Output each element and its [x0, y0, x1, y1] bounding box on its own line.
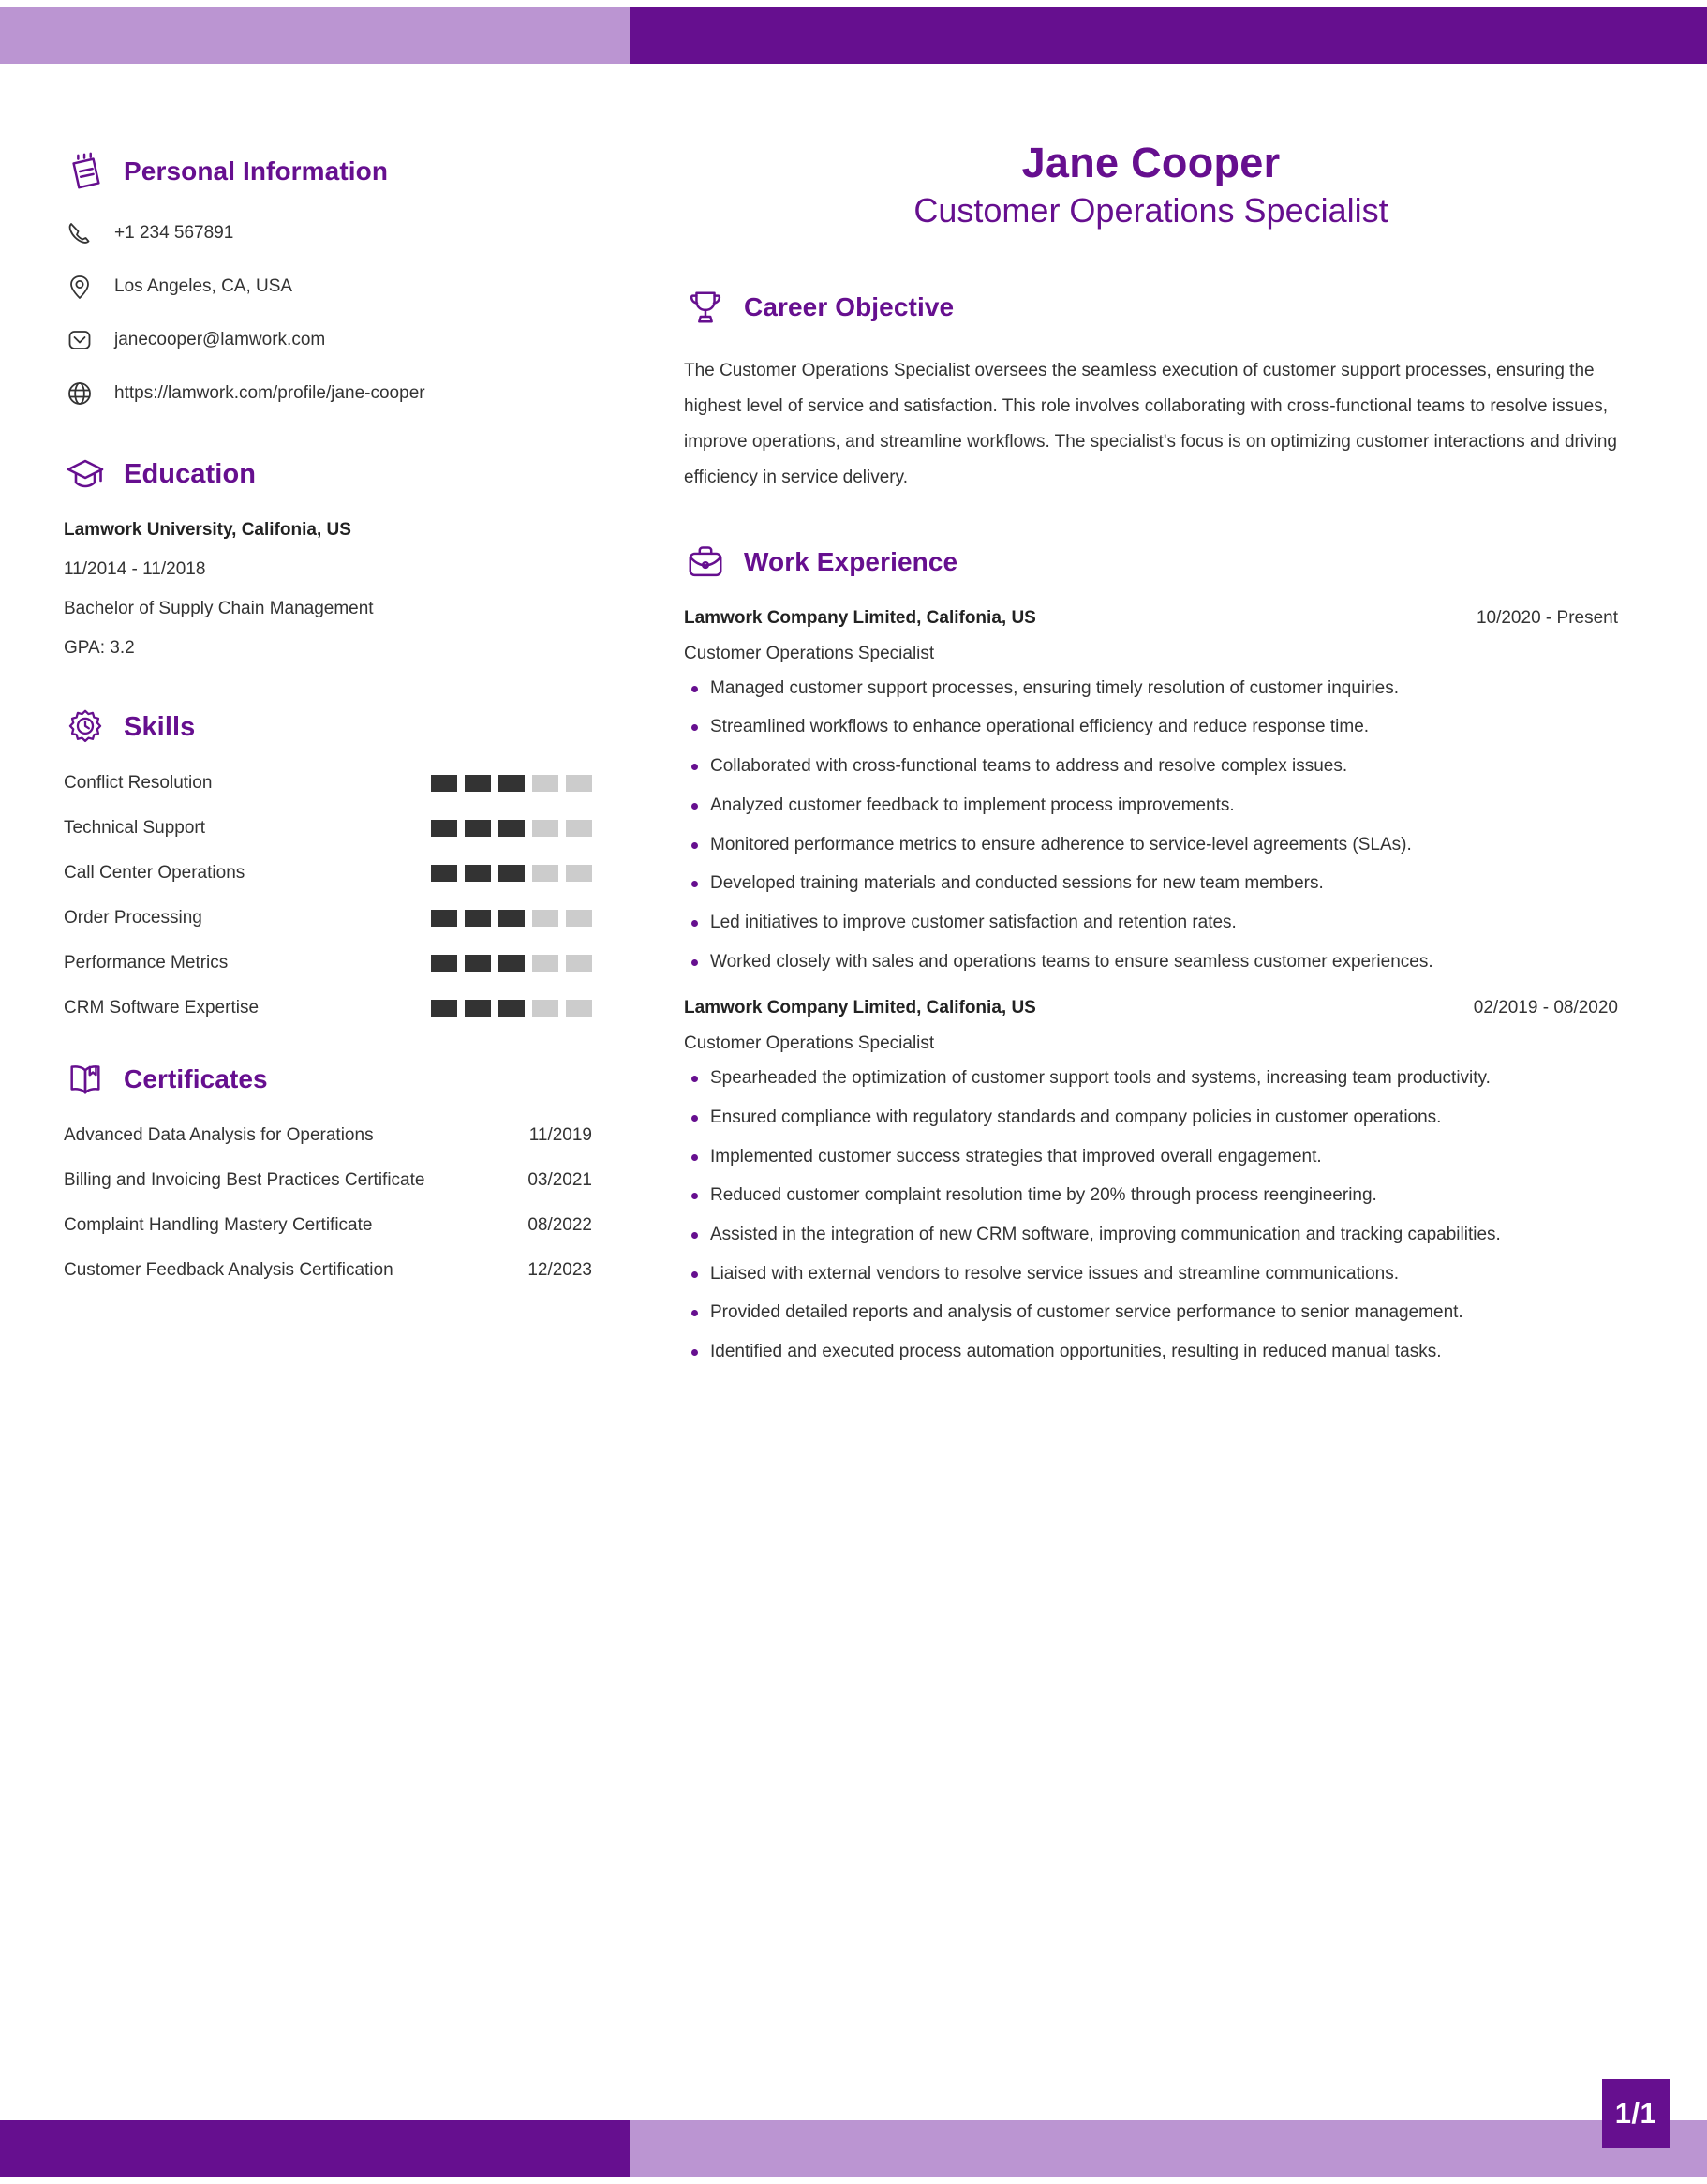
skill-name: Call Center Operations: [64, 863, 245, 883]
job-header: [684, 608, 1618, 629]
education-degree: Bachelor of Supply Chain Management: [64, 599, 374, 618]
job-bullet: Identified and executed process automation opportunities, resulting in reduced manual tasks.: [684, 1341, 1618, 1364]
skill-row: [64, 953, 592, 973]
education-entry: [64, 520, 592, 659]
certificate-name: Customer Feedback Analysis Certification: [64, 1260, 393, 1280]
skill-pip: [532, 910, 558, 927]
right-column: [630, 64, 1707, 2120]
section-header-work-experience: [684, 541, 1618, 584]
person-role: Customer Operations Specialist: [913, 190, 1388, 230]
notepad-icon: [64, 150, 107, 193]
skill-pip: [465, 955, 491, 972]
job-bullet-list: [684, 1067, 1618, 1364]
certificate-date: 11/2019: [528, 1125, 592, 1145]
skill-row: [64, 863, 592, 884]
career-objective-body: The Customer Operations Specialist oversees the seamless execution of customer support processes, ensuring the highest level of service and satisfaction. This role involves collaborating with cross-functional teams to resolve issues, improve operations, and streamline workflows. The specialist's focus is on optimizing customer interactions and driving efficiency in service delivery.: [684, 360, 1617, 487]
job-bullet: Implemented customer success strategies that improved overall engagement.: [684, 1146, 1618, 1169]
section-header-personal-information: [64, 150, 592, 193]
gear-clock-icon: [64, 706, 107, 749]
job-header: [684, 998, 1618, 1018]
skill-pip: [566, 865, 592, 882]
contact-row-location: [64, 271, 592, 303]
job-bullet: Streamlined workflows to enhance operational efficiency and reduce response time.: [684, 716, 1618, 739]
contact-location-value: Los Angeles, CA, USA: [114, 275, 293, 296]
job-role: Customer Operations Specialist: [684, 1033, 935, 1054]
skill-pip: [532, 1000, 558, 1017]
skill-pip: [431, 775, 457, 792]
skill-pip: [431, 865, 457, 882]
education-dates: 11/2014 - 11/2018: [64, 559, 206, 579]
job-bullet: Liaised with external vendors to resolve service issues and streamline communications.: [684, 1263, 1618, 1286]
header-bar-light-segment: [0, 7, 630, 64]
contact-row-phone: [64, 217, 592, 249]
skills-list: [64, 773, 592, 1018]
section-title-skills: Skills: [124, 711, 196, 742]
skill-row: [64, 773, 592, 794]
footer-bar-dark-segment: [0, 2120, 630, 2177]
skill-pip: [431, 820, 457, 837]
skill-rating: [431, 910, 592, 927]
certificate-date: 08/2022: [527, 1215, 592, 1235]
skill-rating: [431, 775, 592, 792]
open-book-icon: [64, 1058, 107, 1101]
section-header-certificates: [64, 1058, 592, 1101]
skill-name: Technical Support: [64, 818, 206, 838]
skill-row: [64, 998, 592, 1018]
section-title-education: Education: [124, 458, 257, 489]
contact-phone-value: +1 234 567891: [114, 222, 234, 243]
job-bullet: Spearheaded the optimization of customer support tools and systems, increasing team productivity.: [684, 1067, 1618, 1091]
briefcase-icon: [684, 541, 727, 584]
skill-row: [64, 818, 592, 839]
skill-pip: [431, 1000, 457, 1017]
skill-pip: [532, 955, 558, 972]
skill-rating: [431, 1000, 592, 1017]
skill-pip: [465, 820, 491, 837]
skill-pip: [532, 820, 558, 837]
skill-pip: [566, 910, 592, 927]
skill-rating: [431, 865, 592, 882]
envelope-icon: [64, 324, 96, 356]
certificate-name: Complaint Handling Mastery Certificate: [64, 1215, 373, 1235]
job-dates: 10/2020 - Present: [1476, 607, 1618, 628]
skill-name: Conflict Resolution: [64, 773, 213, 793]
phone-icon: [64, 217, 96, 249]
skill-name: Order Processing: [64, 908, 202, 928]
job-bullet: Ensured compliance with regulatory standards and company policies in customer operations.: [684, 1107, 1618, 1130]
skill-pip: [566, 820, 592, 837]
skill-pip: [532, 775, 558, 792]
certificates-list: [64, 1125, 592, 1281]
job-bullet: Analyzed customer feedback to implement process improvements.: [684, 795, 1618, 818]
skill-pip: [498, 775, 525, 792]
skill-pip: [498, 820, 525, 837]
graduation-cap-icon: [64, 453, 107, 496]
contact-row-email: [64, 324, 592, 356]
certificate-name: Advanced Data Analysis for Operations: [64, 1125, 374, 1145]
resume-body: [0, 64, 1707, 2120]
skill-pip: [465, 1000, 491, 1017]
job-company: Lamwork Company Limited, Califonia, US: [684, 607, 1036, 628]
skill-pip: [566, 775, 592, 792]
certificate-name: Billing and Invoicing Best Practices Certificate: [64, 1170, 425, 1190]
education-school: Lamwork University, Califonia, US: [64, 520, 351, 540]
contact-email-value: janecooper@lamwork.com: [114, 329, 326, 349]
skill-pip: [465, 910, 491, 927]
globe-icon: [64, 378, 96, 409]
job-bullet: Worked closely with sales and operations teams to ensure seamless customer experiences.: [684, 951, 1618, 974]
footer-bar: [0, 2120, 1707, 2177]
contact-list: [64, 217, 592, 409]
trophy-icon: [684, 286, 727, 329]
skill-pip: [498, 955, 525, 972]
job-dates: 02/2019 - 08/2020: [1473, 998, 1618, 1018]
header-bar: [0, 7, 1707, 64]
person-name: Jane Cooper: [1021, 139, 1281, 186]
skill-rating: [431, 820, 592, 837]
job-bullet: Collaborated with cross-functional teams to address and resolve complex issues.: [684, 755, 1618, 779]
skill-pip: [465, 865, 491, 882]
certificate-row: [64, 1215, 592, 1236]
skill-name: Performance Metrics: [64, 953, 229, 973]
job-bullet: Reduced customer complaint resolution time by 20% through process reengineering.: [684, 1184, 1618, 1208]
footer-bar-light-segment: [630, 2120, 1707, 2177]
skill-pip: [431, 910, 457, 927]
section-header-education: [64, 453, 592, 496]
left-column: [0, 64, 630, 2120]
education-gpa: GPA: 3.2: [64, 638, 135, 658]
skill-rating: [431, 955, 592, 972]
certificate-date: 03/2021: [527, 1170, 592, 1190]
certificate-row: [64, 1260, 592, 1281]
job-bullet: Managed customer support processes, ensuring timely resolution of customer inquiries.: [684, 677, 1618, 701]
job-role: Customer Operations Specialist: [684, 643, 935, 663]
contact-row-website: [64, 378, 592, 409]
job-bullet: Monitored performance metrics to ensure adherence to service-level agreements (SLAs).: [684, 834, 1618, 857]
name-block: [684, 139, 1618, 231]
certificate-date: 12/2023: [527, 1260, 592, 1280]
skill-row: [64, 908, 592, 929]
skill-pip: [532, 865, 558, 882]
section-title-work-experience: Work Experience: [744, 546, 958, 576]
certificate-row: [64, 1170, 592, 1191]
certificate-row: [64, 1125, 592, 1146]
page-number-badge: 1/1: [1602, 2079, 1670, 2148]
job-bullet: Assisted in the integration of new CRM software, improving communication and tracking capabilities.: [684, 1224, 1618, 1247]
job-bullet: Developed training materials and conducted sessions for new team members.: [684, 872, 1618, 896]
job-bullet: Provided detailed reports and analysis of customer service performance to senior management.: [684, 1301, 1618, 1325]
location-pin-icon: [64, 271, 96, 303]
section-title-certificates: Certificates: [124, 1064, 268, 1093]
work-experience-entry: [684, 998, 1618, 1364]
skill-pip: [498, 865, 525, 882]
skill-pip: [566, 1000, 592, 1017]
section-title-personal-information: Personal Information: [124, 156, 389, 186]
contact-website-value: https://lamwork.com/profile/jane-cooper: [114, 382, 425, 403]
skill-pip: [431, 955, 457, 972]
job-bullet-list: [684, 677, 1618, 974]
job-company: Lamwork Company Limited, Califonia, US: [684, 998, 1036, 1018]
work-experience-entry: [684, 608, 1618, 974]
section-header-career-objective: [684, 286, 1618, 329]
section-header-skills: [64, 706, 592, 749]
skill-pip: [566, 955, 592, 972]
skill-pip: [498, 910, 525, 927]
skill-pip: [465, 775, 491, 792]
header-bar-dark-segment: [630, 7, 1707, 64]
section-title-career-objective: Career Objective: [744, 291, 955, 321]
job-bullet: Led initiatives to improve customer satisfaction and retention rates.: [684, 912, 1618, 935]
skill-pip: [498, 1000, 525, 1017]
skill-name: CRM Software Expertise: [64, 998, 260, 1018]
